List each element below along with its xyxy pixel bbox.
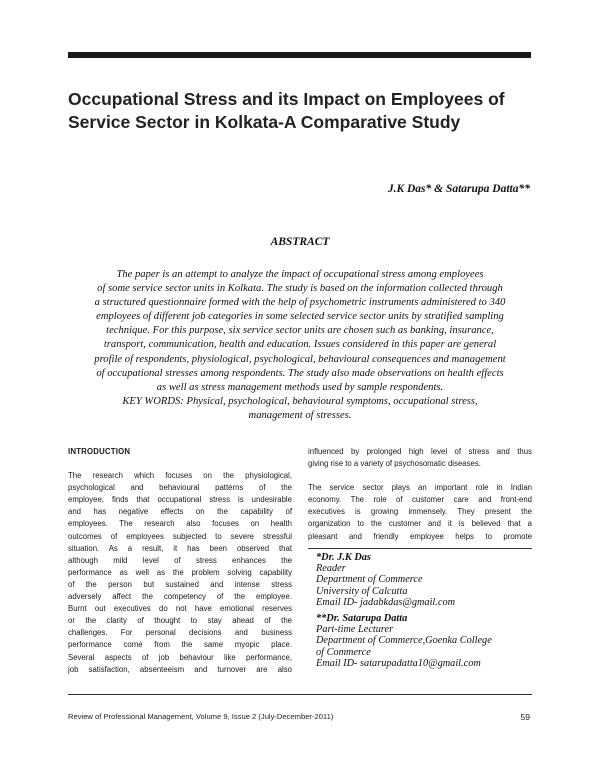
journal-citation: Review of Professional Management, Volume 9, Issue 2 (July-December-2011) <box>68 712 334 721</box>
body-line: employees. The research also focuses on health <box>68 519 292 529</box>
author1-name: *Dr. J.K Das <box>316 552 371 563</box>
abstract-line: of occupational stresses among respondents. The study also made observations on health effects <box>96 367 504 379</box>
abstract-line: as well as stress management methods used by sample respondents. <box>156 381 444 393</box>
body-line: of the person but sustained and intense stress <box>68 579 292 589</box>
body-line: economy. The role of customer care and front-end <box>308 495 532 505</box>
paragraph-gap <box>308 470 532 482</box>
right-column <box>308 446 532 543</box>
body-line: Burnt out executives do not have emotional reserves <box>68 604 292 614</box>
body-line: organization to the customer and it is believed that a <box>308 519 532 529</box>
section-heading-introduction: INTRODUCTION <box>68 447 131 456</box>
page-number: 59 <box>520 712 530 722</box>
body-line: performance as well as the problem solving capability <box>68 567 292 577</box>
author2-detail: Part-time Lecturer <box>316 624 394 636</box>
body-line: executives is growing immensely. They present the <box>308 507 532 517</box>
body-line: or the clarity of thought to stay ahead of the <box>68 616 292 626</box>
footer-rule <box>68 694 532 695</box>
top-rule <box>68 52 531 58</box>
author2-name: **Dr. Satarupa Datta <box>316 613 408 625</box>
body-line: adversely affect the competency of the employee. <box>68 592 292 602</box>
body-line: pleasant and friendly employee helps to promote <box>308 531 532 541</box>
author1-detail: Department of Commerce <box>316 574 423 586</box>
keywords-line: KEY WORDS: Physical, psychological, behavioural symptoms, occupational stress, <box>122 395 478 407</box>
title-line: Service Sector in Kolkata-A Comparative Study <box>68 112 461 132</box>
body-line: outcomes of employees subjected to severe stressful <box>68 531 292 541</box>
title-line: Occupational Stress and its Impact on Employees of <box>68 89 505 109</box>
body-line: job satisfaction, absenteeism and turnover are also <box>68 664 292 674</box>
body-line: psychological and behavioural patterns of the <box>68 483 292 493</box>
body-line: Several aspects of job behaviour like performance, <box>68 652 292 662</box>
abstract-text <box>68 268 532 423</box>
abstract-line: of some service sector units in Kolkata. The study is based on the information collected through <box>97 283 503 295</box>
abstract-line: transport, communication, health and education. Issues considered in this paper are general <box>103 339 497 351</box>
body-line: situation. As a result, it has been observed that <box>68 543 292 553</box>
abstract-line: employees of different job categories in some selected service sector units by stratified sampling <box>96 311 504 323</box>
page-footer <box>68 712 532 721</box>
left-column <box>68 446 292 676</box>
author1-email: Email ID- jadabkdas@gmail.com <box>316 596 456 608</box>
author-notes <box>316 552 532 669</box>
abstract-line: The paper is an attempt to analyze the impact of occupational stress among employees <box>116 269 484 280</box>
abstract-line: profile of respondents, physiological, psychological, behavioural consequences and management <box>94 353 506 365</box>
body-line: challenges. For personal decisions and business <box>68 628 292 638</box>
keywords-line: management of stresses. <box>248 409 352 421</box>
body-line: employee, finds that occupational stress is undesirable <box>68 495 292 505</box>
author2-email: Email ID- satarupadatta10@gmail.com <box>316 657 481 669</box>
paper-title <box>68 88 538 134</box>
body-line: The research which focuses on the physiological, <box>68 471 292 481</box>
authors: J.K Das* & Satarupa Datta** <box>387 183 530 195</box>
abstract-heading: ABSTRACT <box>270 236 330 248</box>
body-line: influenced by prolonged high level of stress and thus <box>308 447 532 456</box>
author1-detail: University of Calcutta <box>316 585 408 597</box>
abstract-line: technique. For this purpose, six service sector units are chosen such as banking, insurance, <box>106 325 494 337</box>
abstract-line: a structured questionnaire formed with the help of psychometric instruments administered to 340 <box>94 297 506 309</box>
body-line: giving rise to a variety of psychosomatic diseases. <box>308 459 481 469</box>
body-line: and has negative effects on the capability of <box>68 507 292 517</box>
body-line: The service sector plays an important role in Indian <box>308 483 532 493</box>
body-line: although mild level of stress enhances the <box>68 555 292 565</box>
author2-detail: of Commerce <box>316 646 371 658</box>
author2-detail: Department of Commerce,Goenka College <box>316 635 492 647</box>
author1-detail: Reader <box>316 563 346 575</box>
body-line: performance come from the same myopic place. <box>68 640 292 650</box>
